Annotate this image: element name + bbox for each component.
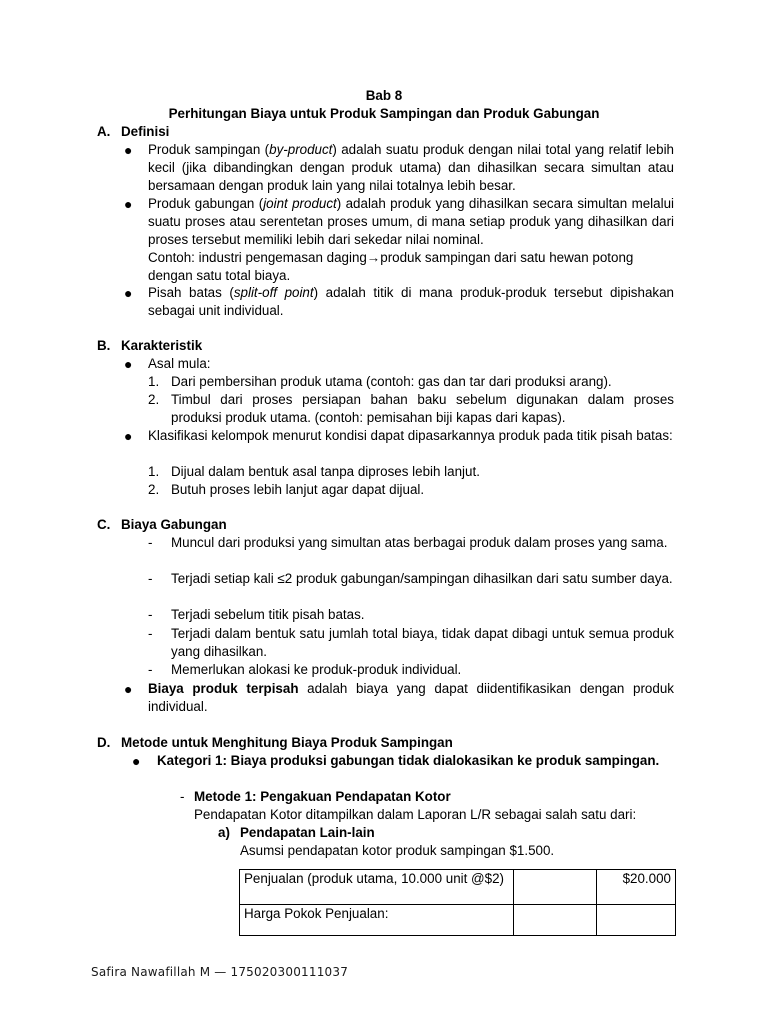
dash-marker: - xyxy=(148,662,153,677)
definition-by-product xyxy=(148,141,674,195)
separable-cost-definition xyxy=(148,680,674,716)
table-cell xyxy=(597,905,676,936)
definition-split-off xyxy=(148,284,674,320)
bullet-icon: ● xyxy=(124,428,133,444)
section-b-title: Karakteristik xyxy=(121,338,203,353)
section-d-title: Metode untuk Menghitung Biaya Produk Sampingan xyxy=(121,735,453,750)
section-a-heading xyxy=(97,123,597,141)
joint-cost-item-5: Memerlukan alokasi ke produk-produk individual. xyxy=(171,662,462,677)
category-label: Kategori 1 xyxy=(157,753,223,768)
table-cell: $20.000 xyxy=(597,870,676,905)
term-separable-cost: Biaya produk terpisah xyxy=(148,681,299,696)
other-income-assumption: Asumsi pendapatan kotor produk sampingan $1.500. xyxy=(240,843,555,858)
table-row xyxy=(240,870,676,905)
dash-marker: - xyxy=(148,607,153,622)
bullet-icon: ● xyxy=(124,142,133,158)
number-marker: 1. xyxy=(148,374,160,389)
classification-item-2: Butuh proses lebih lanjut agar dapat dijual. xyxy=(171,482,425,497)
origin-item-2: Timbul dari proses persiapan bahan baku sebelum digunakan dalam proses produksi produk utama. (contoh: pemisahan biji kapas dari kapas). xyxy=(171,392,674,425)
text-span: Produk sampingan ( xyxy=(148,142,270,157)
text-span: Pisah batas ( xyxy=(148,285,234,300)
origin-item-1: Dari pembersihan produk utama (contoh: gas dan tar dari produksi arang). xyxy=(171,374,612,389)
number-marker: 1. xyxy=(148,464,160,479)
text-span: : Biaya produksi gabungan tidak dialokasikan ke produk sampingan. xyxy=(222,753,660,768)
section-d-letter: D. xyxy=(97,735,111,750)
chapter-label: Bab 8 xyxy=(365,88,403,103)
number-marker: 2. xyxy=(148,482,160,497)
term-split-off: split-off point xyxy=(233,285,314,300)
category-1 xyxy=(157,752,674,770)
section-c-title: Biaya Gabungan xyxy=(121,517,227,532)
method-1-title: Metode 1: Pengakuan Pendapatan Kotor xyxy=(194,789,451,804)
bullet-icon: ● xyxy=(124,196,133,212)
section-a-title: Definisi xyxy=(121,124,170,139)
section-c-heading xyxy=(97,516,597,534)
term-joint-product: joint product xyxy=(263,196,337,211)
number-marker: 2. xyxy=(148,392,160,407)
table-cell xyxy=(514,870,597,905)
table-row xyxy=(240,905,676,936)
page-title: Perhitungan Biaya untuk Produk Sampingan dan Produk Gabungan xyxy=(168,106,600,121)
dash-marker: - xyxy=(148,535,153,550)
section-a-letter: A. xyxy=(97,124,111,139)
bullet-icon: ● xyxy=(124,285,133,301)
income-statement-table xyxy=(239,869,676,936)
method-1-description: Pendapatan Kotor ditampilkan dalam Laporan L/R sebagai salah satu dari: xyxy=(194,807,637,822)
text-span: ) adalah titik di mana produk-produk tersebut dipishakan sebagai unit individual. xyxy=(148,285,674,318)
text-span: Produk gabungan ( xyxy=(148,196,264,211)
section-c-letter: C. xyxy=(97,517,111,532)
sub-letter: a) xyxy=(218,825,230,840)
text-span: ) adalah suatu produk dengan nilai total yang relatif lebih kecil (jika dibandingkan dengan produk utama) dan dihasilkan secara simultan atau bersamaan dengan produk lain yang nilai totalnya lebih besar. xyxy=(148,142,674,193)
dash-marker: - xyxy=(148,626,153,641)
other-income-title: Pendapatan Lain-lain xyxy=(240,825,375,840)
joint-cost-item-3: Terjadi sebelum titik pisah batas. xyxy=(171,607,365,622)
table-cell: Harga Pokok Penjualan: xyxy=(240,905,514,936)
definition-joint-product xyxy=(148,195,674,285)
term-by-product: by-product xyxy=(269,142,333,157)
bullet-icon: ● xyxy=(124,681,133,697)
origin-label: Asal mula: xyxy=(148,356,211,371)
page-footer: Safira Nawafillah M — 175020300111037 xyxy=(91,965,349,979)
joint-cost-item-1: Muncul dari produksi yang simultan atas berbagai produk dalam proses yang sama. xyxy=(171,535,668,550)
dash-marker: - xyxy=(148,571,153,586)
joint-cost-item-2: Terjadi setiap kali ≤2 produk gabungan/sampingan dihasilkan dari satu sumber daya. xyxy=(171,571,673,586)
classification-item-1: Dijual dalam bentuk asal tanpa diproses lebih lanjut. xyxy=(171,464,480,479)
dash-marker: - xyxy=(180,789,185,804)
section-b-heading xyxy=(97,337,597,355)
bullet-icon: ● xyxy=(132,753,141,769)
text-span: ) adalah produk yang dihasilkan secara simultan melalui suatu proses atau serentetan proses umum, di mana setiap produk yang dihasilkan dari proses tersebut memiliki lebih dari sekedar nilai nominal. xyxy=(148,196,674,247)
text-span: adalah biaya yang dapat diidentifikasikan dengan produk individual. xyxy=(148,681,674,714)
joint-cost-item-4: Terjadi dalam bentuk satu jumlah total biaya, tidak dapat dibagi untuk semua produk yang dihasilkan. xyxy=(171,626,674,659)
bullet-icon: ● xyxy=(124,356,133,372)
section-d-heading xyxy=(97,734,657,752)
table-cell: Penjualan (produk utama, 10.000 unit @$2) xyxy=(240,870,514,905)
classification-label: Klasifikasi kelompok menurut kondisi dapat dipasarkannya produk pada titik pisah batas: xyxy=(148,428,673,443)
joint-product-example: Contoh: industri pengemasan daging→produk sampingan dari satu hewan potong dengan satu total biaya. xyxy=(148,250,634,283)
table-cell xyxy=(514,905,597,936)
section-b-letter: B. xyxy=(97,338,111,353)
